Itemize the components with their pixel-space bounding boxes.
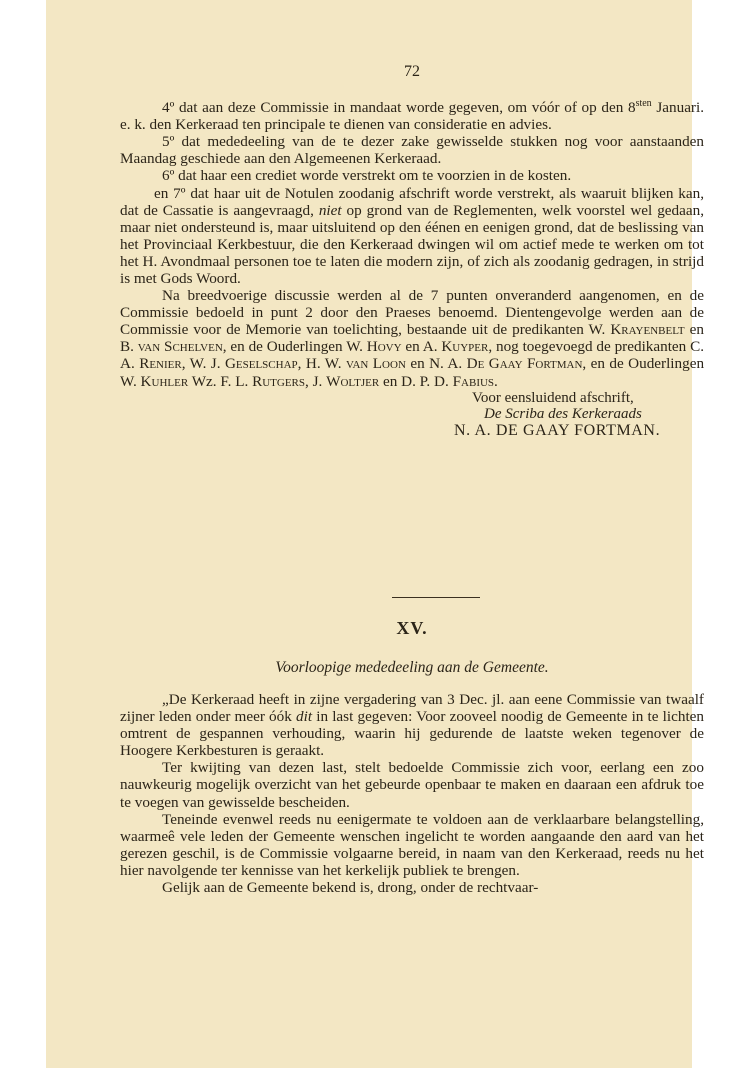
minutes-text [120,95,704,439]
paragraph-announcement-2: Ter kwijting van dezen last, stelt bedoelde Commissie zich voor, eerlang een zoo nauwkeurig mogelijk overzicht van het gebeurde openbaar te maken en daaraan een afdruk toe te voegen van gewisselde bescheiden. [120,759,704,811]
section-number: XV. [396,618,428,638]
signature-line-1: Voor eensluidend afschrift, [472,389,634,406]
paragraph-discussion: Na breedvoerige discussie werden al de 7 punten onveranderd aangenomen, en de Commissie bedoeld in punt 2 door den Praeses benoemd. Dientengevolge werden aan de Commissie voor de Memorie van toelichting, bestaande uit de predikanten W. Krayenbelt en B. van Schelven, en de Ouderlingen W. Hovy en A. Kuyper, nog toegevoegd de predikanten C. A. Renier, W. J. Geselschap, H. W. van Loon en N. A. De Gaay Fortman, en de Ouderlingen W. Kuhler Wz. F. L. Rutgers, J. Woltjer en D. P. D. Fabius. [120,287,705,390]
paragraph-announcement-3: Teneinde evenwel reeds nu eenigermate te voldoen aan de verklaarbare belangstelling, waarmeê vele leden der Gemeente wenschen ingelicht te worden aangaande den aard van het gerezen geschil, is de Commissie volgaarne bereid, in naam van den Kerkeraad, reeds nu het hier navolgende ter kennisse van het kerkelijk publiek te brengen. [120,810,704,879]
page-number: 72 [404,63,420,80]
signature-line-2: De Scriba des Kerkeraads [484,406,642,423]
paragraph-point-7: en 7º dat haar uit de Notulen zoodanig afschrift worde verstrekt, als waaruit blijken kan, dat de Cassatie is aangevraagd, niet op grond van de Reglementen, welk voorstel wel gedaan, maar niet ondersteund is, maar uitsluitend op den éénen en eenigen grond, dat de beslissing van het Provinciaal Kerkbestuur, die den Kerkeraad dwingen wil om actief mede te werken om tot het H. Avondmaal personen toe te laten die modern zijn, of zich als zoodanig gedragen, in strijd is met Gods Woord. [120,184,704,287]
section-divider [392,597,480,598]
signature-name: N. A. DE GAAY FORTMAN. [454,421,661,439]
signature-block [454,389,704,440]
paragraph-announcement-4: Gelijk aan de Gemeente bekend is, drong, onder de rechtvaar- [162,879,539,897]
paragraph-point-4: 4º dat aan deze Commissie in mandaat worde gegeven, om vóór of op den $8^{sten}$ Januari. e. k. den Kerkeraad ten principale te dienen van consideratie en advies. [120,98,705,134]
book-page [46,0,705,1068]
paragraph-point-6: 6º dat haar een crediet worde verstrekt om te voorzien in de kosten. [162,167,572,185]
section-title: Voorloopige mededeeling aan de Gemeente. [275,659,549,676]
announcement-text [120,691,704,896]
paragraph-announcement-1: „De Kerkeraad heeft in zijne vergadering van 3 Dec. jl. aan eene Commissie van twaalf zijner leden onder meer óók dit in last gegeven: Voor zooveel noodig de Gemeente in te lichten omtrent de gespannen verhouding, waarin hij gedurende de laatste weken tegenover de Hoogere Kerkbesturen is geraakt. [120,691,705,760]
paragraph-point-5: 5º dat mededeeling van de te dezer zake gewisselde stukken nog voor aanstaanden Maandag geschiede aan den Algemeenen Kerkeraad. [120,133,704,168]
